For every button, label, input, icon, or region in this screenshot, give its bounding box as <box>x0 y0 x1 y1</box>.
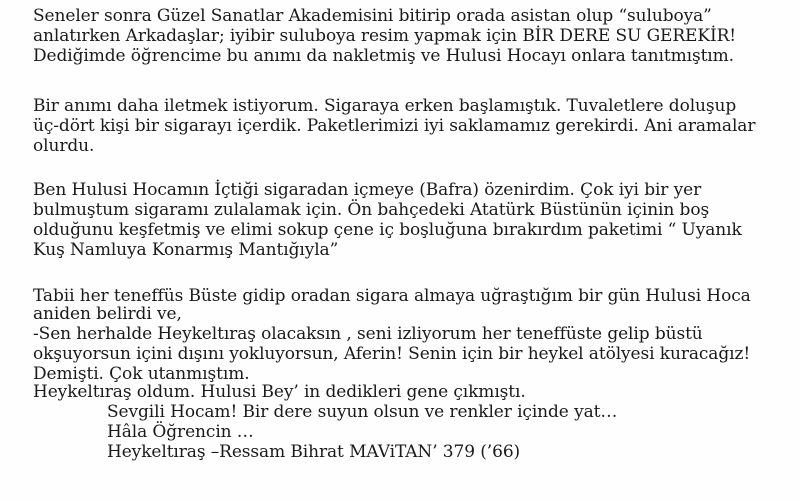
signature-line-3: Heykeltıraş –Ressam Bihrat MAViTAN’ 379 (’66) <box>107 442 521 462</box>
paragraph-1-line-1: Seneler sonra Güzel Sanatlar Akademisini bitirip orada asistan olup “suluboya” <box>33 6 712 26</box>
paragraph-4-line-1: Tabii her teneffüs Büste gidip oradan sigara almaya uğraştığım bir gün Hulusi Hoca <box>33 286 751 306</box>
paragraph-4-line-3: -Sen herhalde Heykeltıraş olacaksın , seni izliyorum her teneffüste gelip büstü <box>33 324 703 344</box>
paragraph-1-line-2: anlatırken Arkadaşlar; iyibir suluboya resim yapmak için BİR DERE SU GEREKİR! <box>33 26 737 46</box>
paragraph-3-line-3: olduğunu keşfetmiş ve elimi sokup çene iç boşluğuna bırakırdım paketimi “ Uyanık <box>33 220 742 240</box>
paragraph-1-line-3: Dediğimde öğrencime bu anımı da nakletmiş ve Hulusi Hocayı onlara tanıtmıştım. <box>33 46 734 66</box>
paragraph-3-line-2: bulmuştum sigaramı zulalamak için. Ön bahçedeki Atatürk Büstünün içinin boş <box>33 200 710 220</box>
paragraph-3-line-1: Ben Hulusi Hocamın İçtiği sigaradan içmeye (Bafra) özenirdim. Çok iyi bir yer <box>33 180 702 200</box>
signature-line-2: Hâla Öğrencin … <box>107 422 254 442</box>
paragraph-2-line-2: üç-dört kişi bir sigarayı içerdik. Paketlerimizi iyi saklamamız gerekirdi. Ani aramalar <box>33 116 756 136</box>
paragraph-4-line-2: aniden belirdi ve, <box>33 304 182 324</box>
signature-line-1: Sevgili Hocam! Bir dere suyun olsun ve renkler içinde yat… <box>107 402 618 422</box>
paragraph-2-line-1: Bir anımı daha iletmek istiyorum. Sigaraya erken başlamıştık. Tuvaletlere doluşup <box>33 96 737 116</box>
paragraph-4-line-6: Heykeltıraş oldum. Hulusi Bey’ in dedikleri gene çıkmıştı. <box>33 382 526 402</box>
paragraph-4-line-4: okşuyorsun içini dışını yokluyorsun, Aferin! Senin için bir heykel atölyesi kuracağız! <box>33 344 751 364</box>
paragraph-4-line-5: Demişti. Çok utanmıştım. <box>33 364 250 384</box>
paragraph-2-line-3: olurdu. <box>33 136 95 156</box>
paragraph-3-line-4: Kuş Namluya Konarmış Mantığıyla” <box>33 240 339 260</box>
